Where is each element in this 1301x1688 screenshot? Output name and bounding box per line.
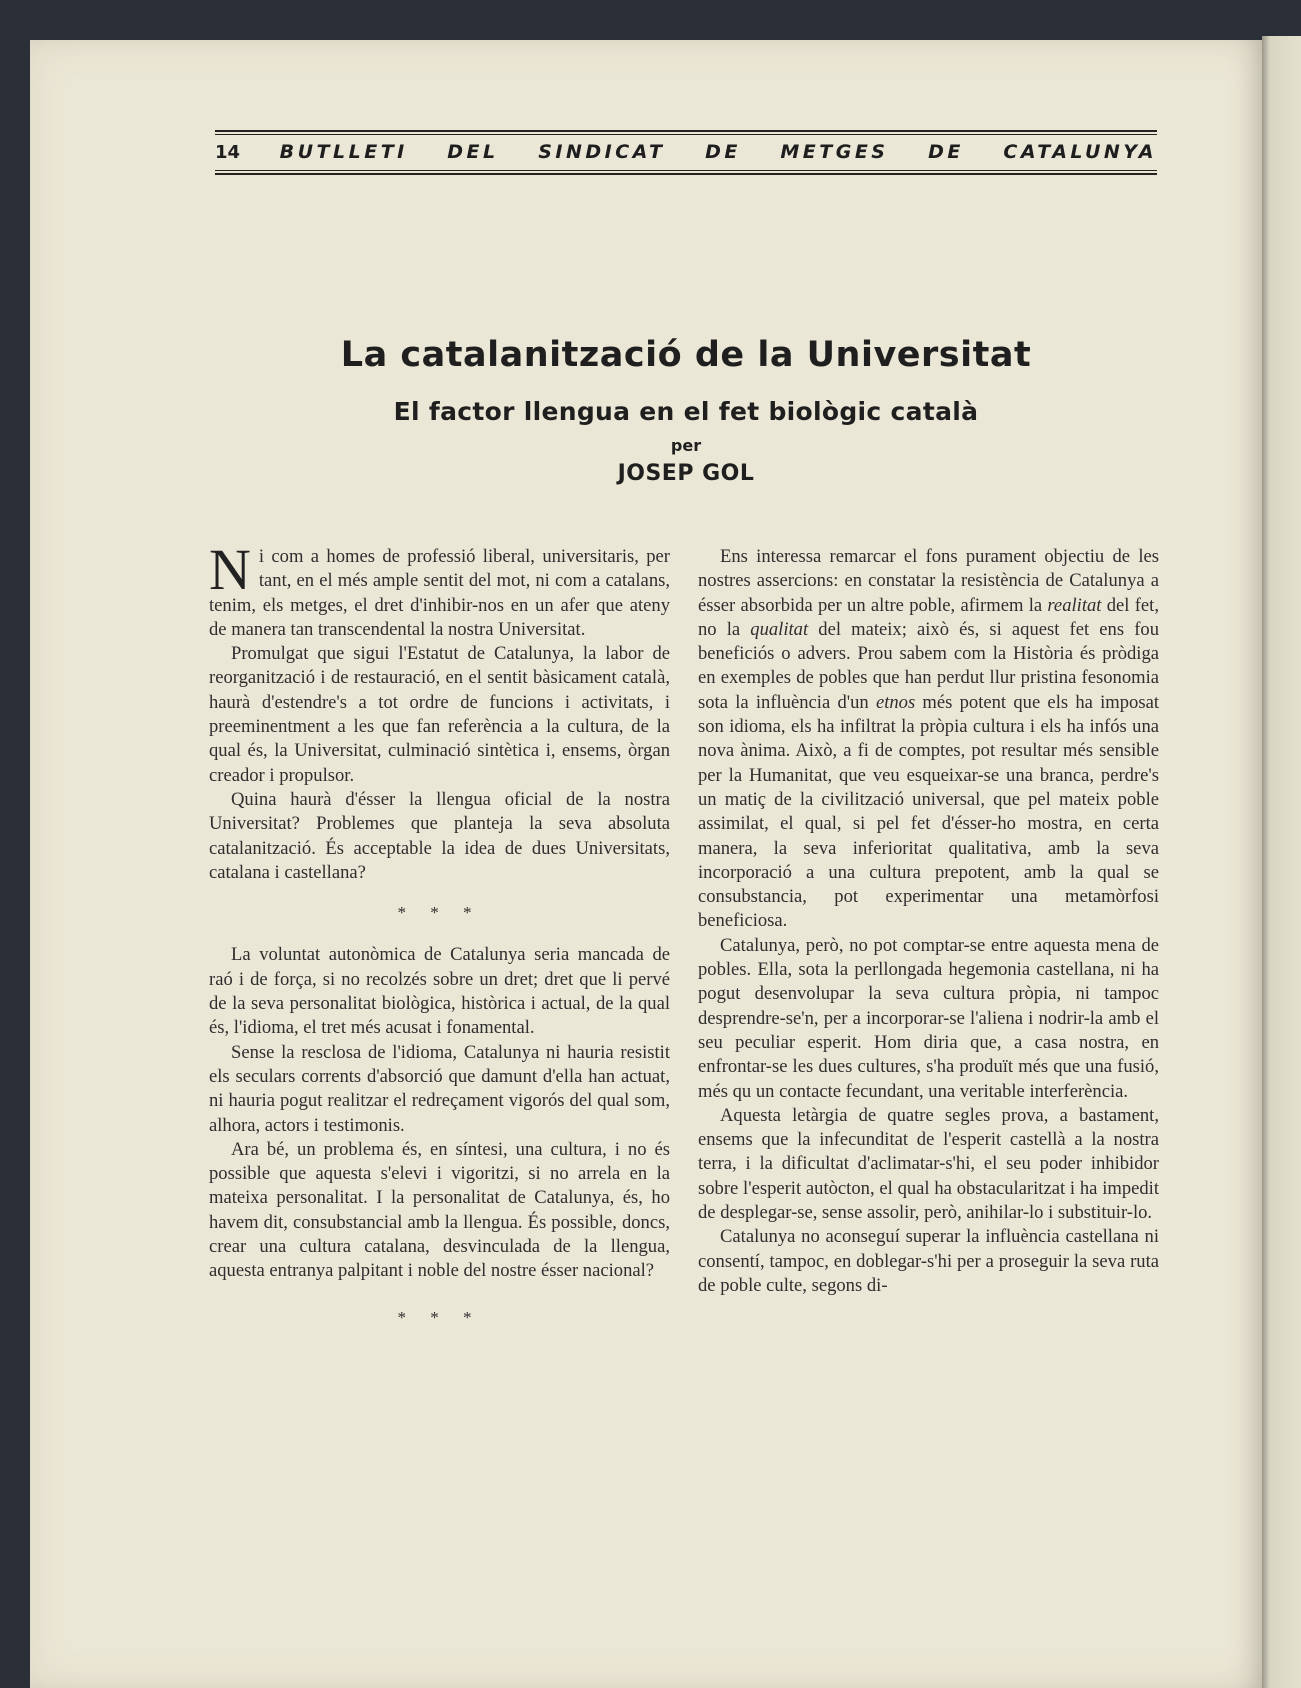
adjacent-page-edge — [1262, 36, 1301, 1688]
paragraph: Catalunya no aconseguí superar la influència castellana ni consentí, tampoc, en doblegar-s'hi per a proseguir la seva ruta de poble culte, segons di- — [698, 1226, 1159, 1296]
article-author: JOSEP GOL — [617, 461, 755, 486]
journal-word: DEL — [447, 141, 499, 163]
journal-word: BUTLLETI — [279, 141, 408, 163]
paragraph-text: Ens interessa remarcar el fons purament objectiu de les nostres assercions: en constatar la resistència de Catalunya a ésser absorbida per un altre poble, afirmem la — [698, 546, 1159, 616]
header-rule-bottom-thin — [215, 170, 1157, 171]
paragraph — [698, 545, 1159, 934]
journal-word: METGES — [780, 141, 889, 163]
italic-term: realitat — [1047, 594, 1102, 616]
journal-word: CATALUNYA — [1003, 141, 1157, 163]
page-number: 14 — [215, 142, 241, 163]
paragraph-text: del fet, no la — [698, 594, 1159, 640]
journal-word: DE — [928, 141, 964, 163]
header-rule-top — [215, 130, 1157, 132]
right-column — [698, 545, 1159, 1298]
left-column — [209, 537, 670, 1348]
italic-term: etnos — [875, 691, 916, 713]
paragraph-text: més potent que els ha imposat son idioma, els ha infiltrat la pròpia cultura i els ha infós una nova ànima. Això, a fi de comptes, pot resultar més sensible per la Humanitat, que veu esqueixar-se una branca, perdre's un matiç de la civilització universal, que pel mateix poble assimilat, el qual, si pel fet d'ésser-ho mostra, en certa manera, la seva inferioritat qualitativa, amb la seva incorporació a una cultura prepotent, amb la qual se consubstancia, pot experimentar una metamòrfosi beneficiosa. — [698, 691, 1160, 932]
paragraph: Catalunya, però, no pot comptar-se entre aquesta mena de pobles. Ella, sota la perllongada hegemonia castellana, ni ha pogut desenvolupar la seva cultura pròpia, ni tampoc desprendre-se'n, per a incorporar-se l'aliena i nodrir-la amb el seu peculiar esperit. Hom diria que, a casa nostra, en enfrontar-se les dues cultures, s'ha produït més que una fusió, més qu un contacte fecundant, una veritable interferència. — [698, 934, 1159, 1102]
paragraph — [209, 537, 670, 642]
paragraph: Quina haurà d'ésser la llengua oficial de la nostra Universitat? Problemes que planteja la seva absoluta catalanització. És acceptable la idea de dues Universitats, catalana i castellana? — [209, 788, 670, 883]
paragraph: Aquesta letàrgia de quatre segles prova, a bastament, ensems que la infecunditat de l'esperit castellà a la nostra terra, i la dificultat d'aclimatar-s'hi, el seu poder inhibidor sobre l'esperit autòcton, el qual ha obstacularitzat i ha impedit de desplegar-se, sense assolir, però, anihilar-lo i substituir-lo. — [698, 1104, 1159, 1224]
article-title: La catalanització de la Universitat — [340, 335, 1032, 375]
paragraph-text: i com a homes de professió liberal, universitaris, per tant, en el més ample sentit del mot, ni com a catalans, tenim, els metges, el dret d'inhibir-nos en un afer que ateny de manera tan transcendental la nostra Universitat. — [209, 546, 670, 640]
paragraph: Promulgat que sigui l'Estatut de Catalunya, la labor de reorganització i de restauració, en el sentit bàsicament català, haurà d'estendre's a tot ordre de funcions i activitats, i preeminentment a les que fan referència a la cultura, de la qual és, la Universitat, culminació sintètica i, ensems, òrgan creador i propulsor. — [209, 643, 670, 786]
header-rule-bottom — [215, 173, 1157, 175]
paragraph: La voluntat autonòmica de Catalunya seria mancada de raó i de força, si no recolzés sobre un dret; dret que li pervé de la seva personalitat biològica, històrica i actual, de la qual és, l'idioma, el tret més acusat i fonamental. — [209, 944, 670, 1039]
paragraph: Ara bé, un problema és, en síntesi, una cultura, i no és possible que aquesta s'elevi i vigoritzi, si no arrela en la mateixa personalitat. I la personalitat de Catalunya, és, ho havem dit, consubstancial amb la llengua. És possible, doncs, crear una cultura catalana, desvinculada de la llengua, aquesta entranya palpitant i noble del nostre ésser nacional? — [209, 1138, 670, 1282]
article-heading — [215, 335, 1157, 486]
journal-word: DE — [705, 141, 741, 163]
paragraph: Sense la resclosa de l'idioma, Catalunya ni hauria resistit els seculars corrents d'absorció que damunt d'ella han actuat, ni hauria pogut realitzar el redreçament vigorós del qual som, alhora, actors i testimonis. — [209, 1041, 670, 1136]
section-separator: * * * — [397, 1307, 482, 1327]
running-header — [215, 130, 1157, 175]
byline-per: per — [670, 436, 702, 455]
drop-cap: N — [209, 537, 251, 602]
italic-term: qualitat — [750, 618, 809, 640]
section-separator: * * * — [397, 903, 482, 923]
header-row — [215, 135, 1157, 168]
article-subtitle: El factor llengua en el fet biològic català — [393, 397, 979, 426]
journal-word: SINDICAT — [538, 141, 666, 163]
paragraph-text: del mateix; això és, si aquest fet ens fou beneficiós o advers. Prou sabem com la Història és pròdiga en exemples de pobles que han perdut llur pristina fesonomia sota la influència d'un — [698, 618, 1159, 713]
